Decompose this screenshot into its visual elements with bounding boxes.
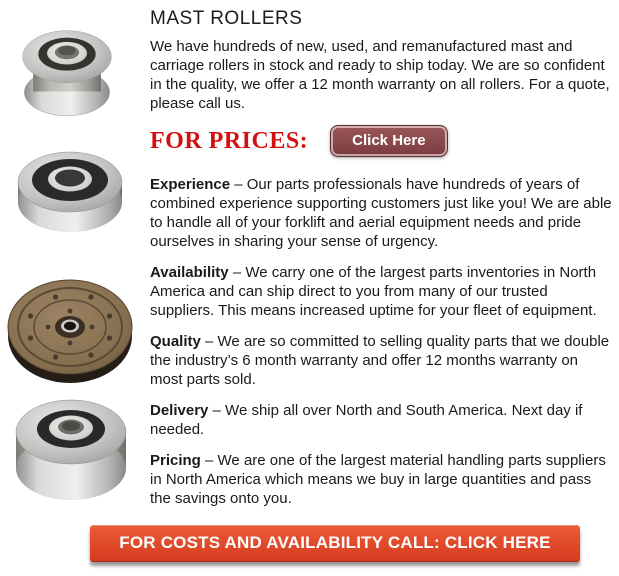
section-text: – We carry one of the largest parts inventories in North America and can ship direct to you from many of our trusted suppliers. This means increased uptime for your fleet of equipment. — [150, 264, 597, 319]
section-pricing — [150, 451, 612, 508]
main-content — [150, 0, 612, 520]
section-experience — [150, 175, 612, 251]
section-text: – We ship all over North and South America. Next day if needed. — [150, 402, 583, 438]
section-label: Pricing — [150, 452, 201, 469]
mast-roller-bearing-photo — [12, 146, 128, 238]
section-text: – Our parts professionals have hundreds of years of combined experience supporting customers just like you! We are able to handle all of your forklift and aerial equipment needs and pride ourselves in sharing your sense of urgency. — [150, 176, 612, 250]
click-here-button[interactable]: Click Here — [330, 125, 447, 157]
section-label: Delivery — [150, 402, 209, 419]
section-availability — [150, 263, 612, 320]
for-prices-row — [150, 122, 612, 160]
section-text: – We are one of the largest material handling parts suppliers in North America which means we buy in large quantities and pass the savings onto you. — [150, 452, 606, 507]
section-label: Experience — [150, 176, 231, 193]
intro-paragraph: We have hundreds of new, used, and remanufactured mast and carriage rollers in stock and ready to ship today. We are so confident in the quality, we offer a 12 month warranty on all rollers. For a quote, please call us. — [150, 38, 610, 112]
section-label: Availability — [150, 264, 229, 281]
page-title: MAST ROLLERS — [150, 8, 303, 29]
banner-label: FOR COSTS AND AVAILABILITY CALL: CLICK HERE — [119, 533, 551, 552]
section-quality — [150, 332, 612, 389]
carriage-roller-pulley-photo — [4, 272, 136, 390]
section-delivery — [150, 401, 612, 439]
info-sections — [150, 175, 612, 508]
thick-mast-roller-photo — [10, 392, 132, 508]
section-text: – We are so committed to selling quality parts that we double the industry’s 6 month warranty and offer 12 months warranty on most parts sold. — [150, 333, 610, 388]
flanged-mast-roller-photo — [14, 12, 120, 124]
costs-availability-banner[interactable] — [90, 525, 580, 562]
for-prices-label: FOR PRICES: — [150, 127, 309, 154]
section-label: Quality — [150, 333, 201, 350]
